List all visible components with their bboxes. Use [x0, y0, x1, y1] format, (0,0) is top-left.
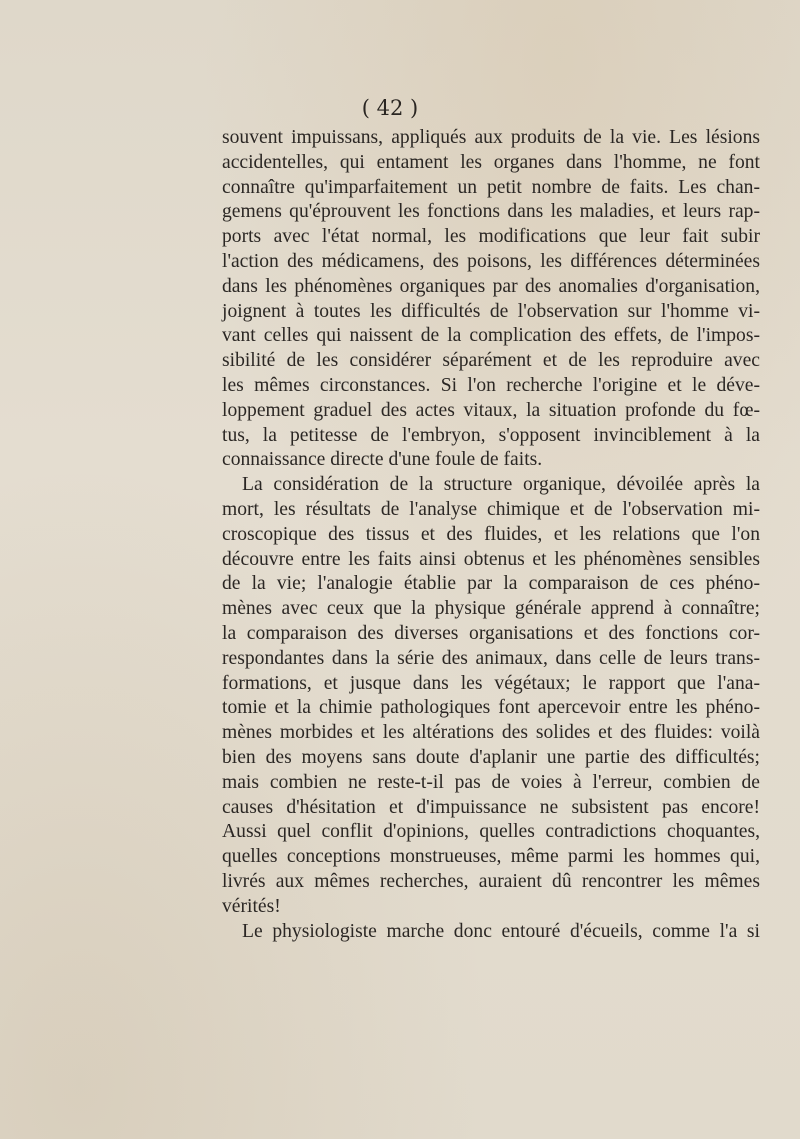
text-line: de la vie; l'analogie établie par la comparaison de ces phéno- [222, 573, 760, 595]
text-line: mort, les résultats de l'analyse chimique et de l'observation mi- [222, 498, 760, 520]
text-line: connaître qu'imparfaitement un petit nombre de faits. Les chan- [222, 176, 760, 198]
text-line: joignent à toutes les difficultés de l'observation sur l'homme vi- [222, 300, 760, 322]
text-line: souvent impuissans, appliqués aux produits de la vie. Les lésions [222, 127, 760, 148]
text-line: formations, et jusque dans les végétaux; le rapport que l'ana- [222, 672, 760, 694]
page-number: ( 42 ) [361, 96, 419, 120]
text-line: La considération de la structure organique, dévoilée après la [242, 474, 760, 496]
text-line: gemens qu'éprouvent les fonctions dans les maladies, et leurs rap- [222, 201, 760, 223]
text-line: les mêmes circonstances. Si l'on recherche l'origine et le déve- [222, 374, 760, 396]
body-text [222, 126, 760, 944]
text-line: vérités! [222, 895, 281, 917]
text-line: quelles conceptions monstrueuses, même parmi les hommes qui, [222, 846, 760, 868]
text-line: ports avec l'état normal, les modifications que leur fait subir [222, 226, 760, 248]
text-line: sibilité de les considérer séparément et de les reproduire avec [222, 350, 760, 372]
text-line: découvre entre les faits ainsi obtenus et les phénomènes sensibles [222, 548, 760, 570]
text-line: vant celles qui naissent de la complication des effets, de l'impos- [222, 325, 760, 347]
text-line: connaissance directe d'une foule de faits. [222, 449, 543, 471]
text-line: livrés aux mêmes recherches, auraient dû rencontrer les mêmes [222, 870, 760, 892]
text-line: Le physiologiste marche donc entouré d'écueils, comme l'a si [242, 920, 760, 942]
text-line: accidentelles, qui entament les organes dans l'homme, ne font [222, 151, 760, 173]
text-line: bien des moyens sans doute d'aplanir une partie des difficultés; [222, 746, 760, 768]
text-line: croscopique des tissus et des fluides, et les relations que l'on [222, 523, 760, 545]
text-line: Aussi quel conflit d'opinions, quelles contradictions choquantes, [222, 821, 760, 843]
text-line: mais combien ne reste-t-il pas de voies à l'erreur, combien de [222, 771, 760, 793]
text-line: l'action des médicamens, des poisons, les différences déterminées [222, 250, 760, 272]
text-line: la comparaison des diverses organisations et des fonctions cor- [222, 622, 760, 644]
text-line: respondantes dans la série des animaux, dans celle de leurs trans- [222, 647, 760, 669]
text-line: mènes avec ceux que la physique générale apprend à connaître; [222, 598, 760, 620]
text-line: tus, la petitesse de l'embryon, s'opposent invinciblement à la [222, 424, 760, 446]
text-line: tomie et la chimie pathologiques font apercevoir entre les phéno- [222, 697, 760, 719]
text-line: causes d'hésitation et d'impuissance ne subsistent pas encore! [222, 796, 760, 818]
text-line: mènes morbides et les altérations des solides et des fluides: voilà [222, 722, 760, 744]
text-line: loppement graduel des actes vitaux, la situation profonde du fœ- [222, 399, 760, 421]
text-line: dans les phénomènes organiques par des anomalies d'organisation, [222, 275, 760, 297]
